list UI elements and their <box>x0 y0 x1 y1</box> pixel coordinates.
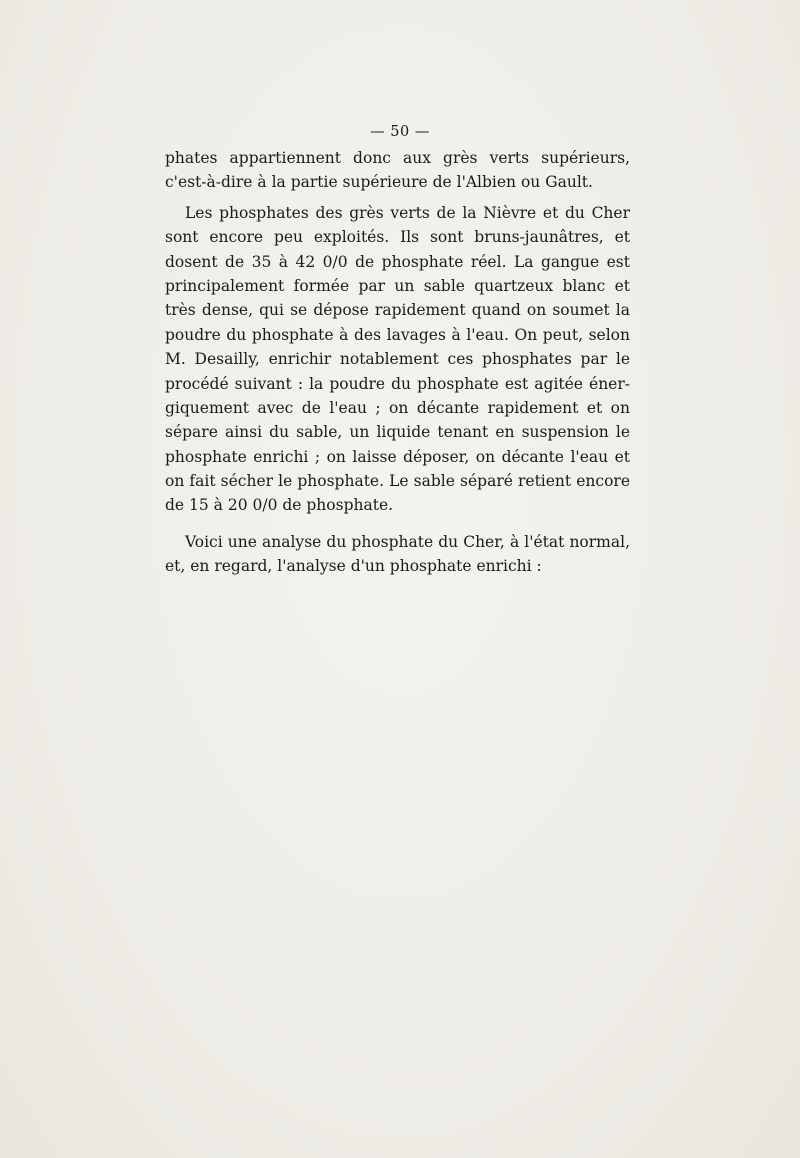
text-line: giquement avec de l'eau ; on décante rapidement et on <box>165 398 630 417</box>
text-line: de 15 à 20 0/0 de phosphate. <box>165 496 394 515</box>
body-text <box>165 146 630 579</box>
text-line: procédé suivant : la poudre du phosphate est agitée éner- <box>165 374 630 393</box>
text-line: et, en regard, l'analyse d'un phosphate enrichi : <box>165 557 542 576</box>
text-line: M. Desailly, enrichir notablement ces phosphates par le <box>165 350 630 369</box>
text-line: phates appartiennent donc aux grès verts supérieurs, <box>165 149 630 167</box>
page-number: — 50 — <box>370 124 430 140</box>
text-line: très dense, qui se dépose rapidement quand on soumet la <box>165 301 630 320</box>
text-line: principalement formée par un sable quartzeux blanc et <box>165 276 630 295</box>
text-line: sépare ainsi du sable, un liquide tenant en suspension le <box>165 423 630 442</box>
text-line: Les phosphates des grès verts de la Nièvre et du Cher <box>185 203 630 222</box>
text-line: on fait sécher le phosphate. Le sable séparé retient encore <box>165 472 630 491</box>
text-line: dosent de 35 à 42 0/0 de phosphate réel. La gangue est <box>165 252 630 271</box>
text-line: poudre du phosphate à des lavages à l'eau. On peut, selon <box>165 325 630 344</box>
text-line: sont encore peu exploités. Ils sont bruns-jaunâtres, et <box>165 228 630 247</box>
bleed-through-text <box>165 530 665 930</box>
text-line: c'est-à-dire à la partie supérieure de l'Albien ou Gault. <box>165 173 593 192</box>
text-line: phosphate enrichi ; on laisse déposer, on décante l'eau et <box>165 447 630 466</box>
paragraph <box>165 201 630 518</box>
paragraph <box>165 530 630 579</box>
text-line: Voici une analyse du phosphate du Cher, à l'état normal, <box>185 532 630 551</box>
paragraph <box>165 146 630 195</box>
